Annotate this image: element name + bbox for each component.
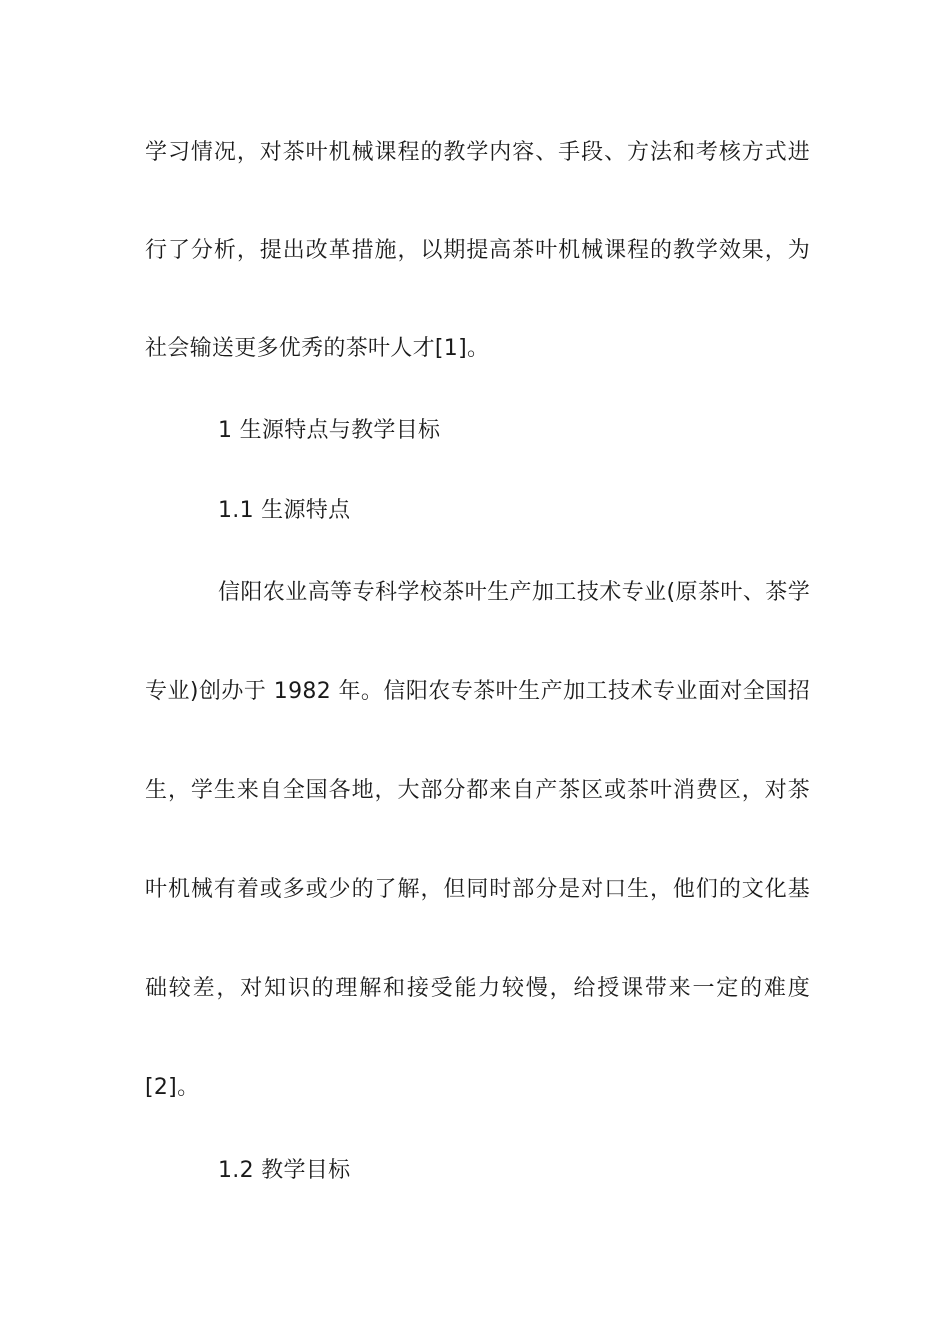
paragraph-line: 专业)创办于 1982 年。信阳农专茶叶生产加工技术专业面对全国招 (145, 679, 810, 704)
paragraph-line: 础较差，对知识的理解和接受能力较慢，给授课带来一定的难度 (145, 976, 810, 1001)
paragraph-line: 信阳农业高等专科学校茶叶生产加工技术专业(原茶叶、茶学 (218, 580, 810, 605)
section-heading: 1 生源特点与教学目标 (218, 418, 441, 443)
paragraph-line: 叶机械有着或多或少的了解，但同时部分是对口生，他们的文化基 (145, 877, 810, 902)
paragraph-line: 学习情况，对茶叶机械课程的教学内容、手段、方法和考核方式进 (145, 140, 810, 165)
subsection-heading: 1.2 教学目标 (218, 1158, 351, 1183)
paragraph-line: 行了分析，提出改革措施，以期提高茶叶机械课程的教学效果，为 (145, 238, 810, 263)
subsection-heading: 1.1 生源特点 (218, 498, 351, 523)
paragraph-line: [2]。 (145, 1075, 200, 1100)
paragraph-line: 生，学生来自全国各地，大部分都来自产茶区或茶叶消费区，对茶 (145, 778, 810, 803)
paragraph-line: 社会输送更多优秀的茶叶人才[1]。 (145, 336, 490, 361)
